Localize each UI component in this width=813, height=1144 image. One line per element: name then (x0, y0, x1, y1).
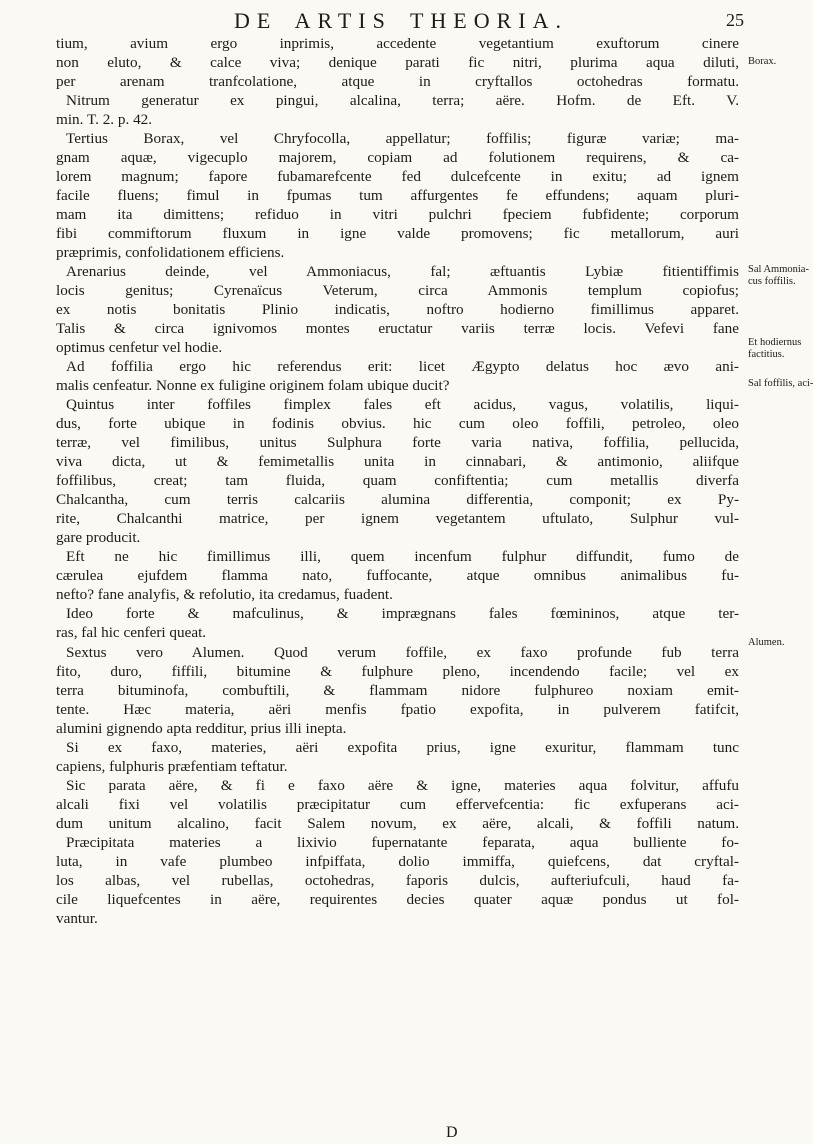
text-line: Quintus inter foffiles fimplex fales eft acidus, vagus, volatilis, liqui- (66, 396, 739, 414)
text-line: non eluto, & calce viva; denique parati fic nitri, plurima aqua diluti, (56, 54, 739, 72)
text-line: capiens, fulphuris præfentiam teftatur. (56, 757, 288, 775)
page-header (56, 8, 746, 36)
text-line: præprimis, confolidationem efficiens. (56, 244, 285, 262)
text-line: fibi commiftorum fluxum in igne valde promovens; fic metallorum, auri (56, 225, 739, 243)
margin-note-sal-ammoniacus: Sal Ammonia- cus foffilis. (748, 264, 809, 287)
body-text (56, 34, 739, 928)
text-line: gnam aquæ, vigecuplo majorem, copiam ad folutionem requirens, & ca- (56, 149, 739, 167)
text-line: cile liquefcentes in aëre, requirentes decies quater aquæ pondus ut fol- (56, 890, 739, 908)
text-line: Si ex faxo, materies, aëri expofita prius, igne exuritur, flammam tunc (66, 738, 739, 756)
text-line: gare producit. (56, 529, 141, 547)
text-line: cærulea ejufdem flamma nato, fuffocante, atque omnibus animalibus fu- (56, 567, 739, 585)
text-line: viva dicta, ut & femimetallis unita in cinnabari, & antimonio, aliifque (56, 453, 739, 471)
text-line: los albas, vel rubellas, octohedras, faporis dulcis, aufteriufculi, haud fa- (56, 871, 739, 889)
text-line: per arenam tranfcolatione, atque in cryftallos octohedras formatu. (56, 73, 739, 91)
margin-note-borax: Borax. (748, 56, 777, 67)
text-line: foffilibus, creat; tam fluida, quam confiftentia; cum metallis diverfa (56, 472, 739, 490)
text-line: Chalcantha, cum terris calcariis alumina differentia, componit; ex Py- (56, 491, 739, 509)
text-line: Arenarius deinde, vel Ammoniacus, fal; æftuantis Lybiæ fitientiffimis (66, 263, 739, 281)
text-line: Eft ne hic fimillimus illi, quem incenfum fulphur diffundit, fumo de (66, 548, 739, 566)
text-line: facile fluens; fimul in fpumas tum affurgentes fe effundens; aquam pluri- (56, 187, 739, 205)
text-line: tium, avium ergo inprimis, accedente vegetantium exuftorum cinere (56, 35, 739, 52)
text-line: alcali fixi vel volatilis præcipitatur cum effervefcentia: fic exfuperans aci- (56, 795, 739, 813)
text-line: nefto? fane analyfis, & refolutio, ita credamus, fuadent. (56, 586, 393, 604)
text-line: terra bituminofa, combuftili, & flammam nidore fulphureo noxiam emit- (56, 681, 739, 699)
text-line: dum unitum alcalino, facit Salem novum, ex aëre, alcali, & foffili natum. (56, 814, 739, 832)
text-line: Talis & circa ignivomos montes eructatur variis terræ locis. Vefevi fane (56, 320, 739, 338)
text-line: fito, duro, fiffili, bitumine & fulphure pleno, incendendo facile; vel ex (56, 662, 739, 680)
running-title: DE ARTIS THEORIA. (234, 8, 568, 33)
text-line: min. T. 2. p. 42. (56, 111, 153, 129)
margin-note-hodiernus: Et hodiernus factitius. (748, 337, 802, 360)
text-line: ex notis bonitatis Plinio indicatis, noftro hodierno fimillimus apparet. (56, 301, 739, 319)
text-line: vantur. (56, 909, 98, 927)
margin-note-alumen: Alumen. (748, 637, 785, 648)
text-line: Sic parata aëre, & fi e faxo aëre & igne, materies aqua folvitur, affufu (66, 776, 739, 794)
text-line: alumini gignendo apta redditur, prius illi inepta. (56, 719, 347, 737)
text-line: Tertius Borax, vel Chryfocolla, appellatur; foffilis; figuræ variæ; ma- (66, 130, 739, 148)
text-line: locis genitus; Cyrenaïcus Veterum, circa Ammonis templum copiofus; (56, 282, 739, 300)
text-line: rite, Chalcanthi matrice, per ignem vegetantem uftulato, Sulphur vul- (56, 510, 739, 528)
margin-note-sal-fossilis: Sal foffilis, aci- (748, 378, 813, 389)
text-line: Sextus vero Alumen. Quod verum foffile, ex faxo profunde fub terra (66, 643, 739, 661)
text-line: ras, fal hic cenferi queat. (56, 624, 207, 642)
text-line: Ideo forte & mafculinus, & imprægnans fales fœmininos, atque ter- (66, 605, 739, 623)
text-line: malis cenfeatur. Nonne ex fuligine originem folam ubique ducit? (56, 377, 450, 395)
text-line: Ad foffilia ergo hic referendus erit: licet Ægypto delatus hoc ævo ani- (66, 358, 739, 376)
text-line: tente. Hæc materia, aëri menfis fpatio expofita, in pulverem fatifcit, (56, 700, 739, 718)
text-line: mam ita dimittens; refiduo in vitri pulchri fpeciem fubfidente; corporum (56, 206, 739, 224)
catchword: D (446, 1124, 458, 1141)
text-line: terræ, vel fimilibus, unitus Sulphura forte varia nativa, foffilia, pellucida, (56, 434, 739, 452)
text-line: Nitrum generatur ex pingui, alcalina, terra; aëre. Hofm. de Eft. V. (66, 92, 739, 110)
text-line: dus, forte ubique in fodinis obvius. hic cum oleo foffili, petroleo, oleo (56, 415, 739, 433)
text-line: luta, in vafe plumbeo infpiffata, dolio immiffa, quiefcens, dat cryftal- (56, 852, 739, 870)
page-number: 25 (726, 10, 744, 30)
text-line: lorem magnum; fapore fubamarefcente fed dulcefcente in exitu; ad ignem (56, 168, 739, 186)
text-line: optimus cenfetur vel hodie. (56, 339, 223, 357)
text-line: Præcipitata materies a lixivio fupernatante feparata, aqua bulliente fo- (66, 833, 739, 851)
